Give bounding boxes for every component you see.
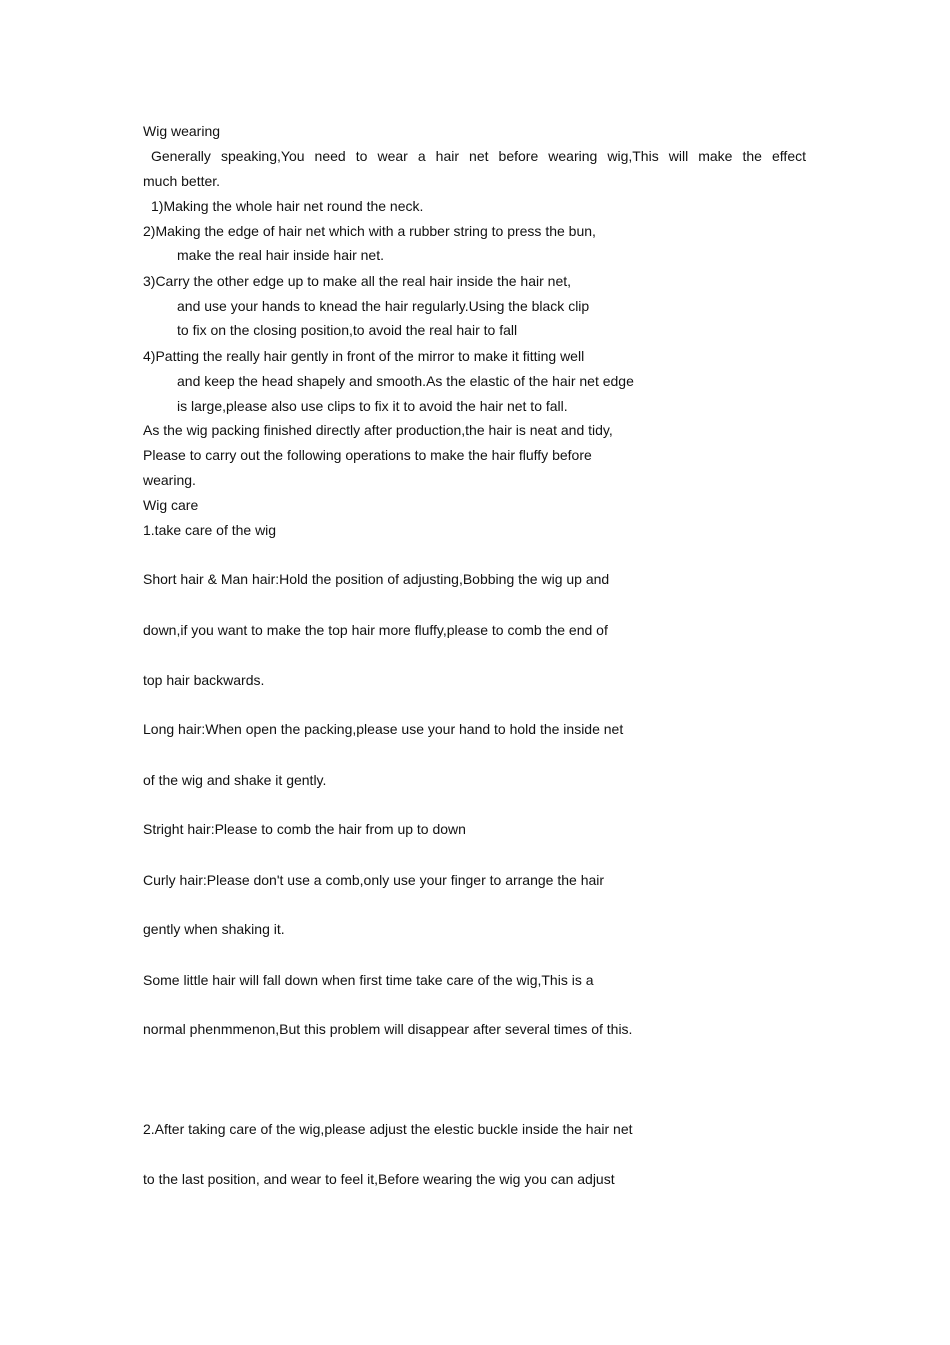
- packing-note-line: Please to carry out the following operations to make the hair fluffy before: [143, 447, 592, 463]
- intro-paragraph-line: much better.: [143, 173, 221, 189]
- curly-hair-paragraph-line: Curly hair:Please don't use a comb,only use your finger to arrange the hair: [143, 872, 605, 888]
- care-step-1-heading: 1.take care of the wig: [143, 522, 277, 538]
- section-title-wig-care: Wig care: [143, 497, 199, 513]
- step-4-continuation: and keep the head shapely and smooth.As the elastic of the hair net edge: [177, 373, 634, 389]
- intro-paragraph-line: Generally speaking,You need to wear a hair net before wearing wig,This will make the effect: [151, 148, 806, 164]
- care-step-2-line: 2.After taking care of the wig,please adjust the elestic buckle inside the hair net: [143, 1121, 633, 1137]
- straight-hair-paragraph-line: Stright hair:Please to comb the hair from up to down: [143, 821, 466, 837]
- short-hair-paragraph-line: down,if you want to make the top hair more fluffy,please to comb the end of: [143, 622, 608, 638]
- care-step-2-line: to the last position, and wear to feel it,Before wearing the wig you can adjust: [143, 1171, 615, 1187]
- step-3-continuation: to fix on the closing position,to avoid the real hair to fall: [177, 322, 518, 338]
- step-2-continuation: make the real hair inside hair net.: [177, 247, 384, 263]
- step-4-continuation: is large,please also use clips to fix it to avoid the hair net to fall.: [177, 398, 568, 414]
- packing-note-line: As the wig packing finished directly after production,the hair is neat and tidy,: [143, 422, 613, 438]
- step-3-continuation: and use your hands to knead the hair regularly.Using the black clip: [177, 298, 590, 314]
- short-hair-paragraph-line: top hair backwards.: [143, 672, 265, 688]
- section-title-wig-wearing: Wig wearing: [143, 123, 221, 139]
- short-hair-paragraph-line: Short hair & Man hair:Hold the position of adjusting,Bobbing the wig up and: [143, 571, 610, 587]
- hair-fall-note-line: Some little hair will fall down when first time take care of the wig,This is a: [143, 972, 594, 988]
- step-1-line: 1)Making the whole hair net round the neck.: [151, 198, 424, 214]
- long-hair-paragraph-line: of the wig and shake it gently.: [143, 772, 327, 788]
- long-hair-paragraph-line: Long hair:When open the packing,please use your hand to hold the inside net: [143, 721, 624, 737]
- step-2-line: 2)Making the edge of hair net which with a rubber string to press the bun,: [143, 223, 596, 239]
- step-3-line: 3)Carry the other edge up to make all the real hair inside the hair net,: [143, 273, 572, 289]
- packing-note-line: wearing.: [143, 472, 196, 488]
- hair-fall-note-line: normal phenmmenon,But this problem will disappear after several times of this.: [143, 1021, 633, 1037]
- step-4-line: 4)Patting the really hair gently in front of the mirror to make it fitting well: [143, 348, 585, 364]
- curly-hair-paragraph-line: gently when shaking it.: [143, 921, 285, 937]
